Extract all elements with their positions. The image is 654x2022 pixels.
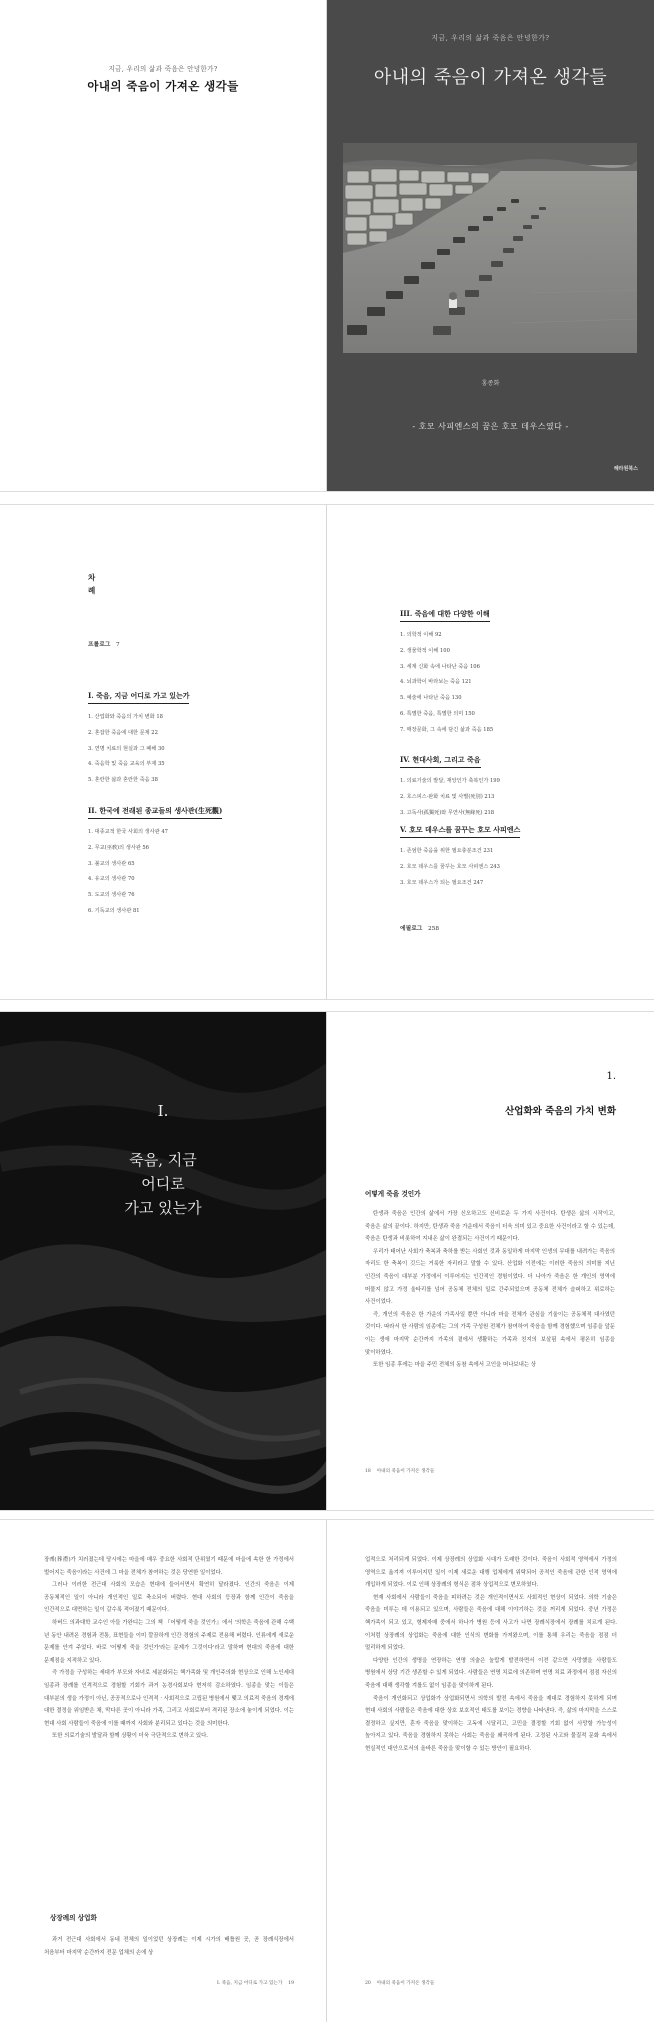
toc-prologue-page: 7 <box>115 642 120 648</box>
toc-part-1 <box>88 683 318 789</box>
cover-subtitle: 지금, 우리의 삶과 죽음은 안녕한가? <box>431 34 550 42</box>
body-right-page <box>327 1520 654 2022</box>
toc-chapter-item[interactable]: 6. 특별한 죽음, 특별한 의미 150 <box>400 710 475 717</box>
title-page <box>0 0 326 491</box>
book-cover <box>327 0 654 491</box>
toc-chapter-item[interactable]: 1. 산업화와 죽음의 가치 변화 18 <box>88 714 163 720</box>
toc-part-heading[interactable]: IV. 현대사회, 그리고 죽음 <box>400 755 481 768</box>
toc-epilogue[interactable] <box>400 923 439 932</box>
chapter-number: 1. <box>606 1071 616 1082</box>
toc-chapter-item[interactable]: 2. 호모 데우스를 꿈꾸는 호모 사피엔스 243 <box>400 863 500 870</box>
left-body-text <box>44 1554 294 1743</box>
toc-chapter-item[interactable]: 2. 호스피스·완화 치료 및 사별(死別) 213 <box>400 793 495 800</box>
body-paragraph: 과거 전근대 사회에서 동네 전체의 일이었던 상장례는 이제 시가의 배틀원 곳, 곧 장례식장에서 처음부터 마지막 순간까지 전문 업체의 손에 상 <box>44 1937 294 1956</box>
page-number: 19 <box>288 1981 294 1986</box>
title-page-subtitle: 지금, 우리의 삶과 죽음은 안녕한가? <box>108 65 218 73</box>
page-footer <box>217 1980 294 1986</box>
chapter-start-page <box>327 1012 654 1510</box>
running-title: I. 죽음, 지금 어디로 가고 있는가 <box>217 1981 283 1986</box>
section-title: 상장례의 상업화 <box>50 1914 97 1922</box>
toc-part-4 <box>400 747 640 821</box>
running-title: 아내의 죽음이 가져온 생각들 <box>376 1469 435 1474</box>
toc-part-5 <box>400 817 640 891</box>
part-numeral: I. <box>157 1102 169 1120</box>
toc-chapter-item[interactable]: 7. 매장문화, 그 속에 담긴 삶과 죽음 185 <box>400 726 494 733</box>
toc-chapter-item[interactable]: 6. 기독교의 생사관 81 <box>88 907 140 914</box>
part-title-line: 어디로 <box>141 1175 185 1193</box>
toc-chapter-item[interactable]: 1. 존엄한 죽음을 위한 필요충분조건 231 <box>400 848 494 854</box>
page-footer <box>365 1980 434 1986</box>
toc-chapter-item[interactable]: 3. 호모 데우스가 되는 필요조건 247 <box>400 879 484 886</box>
body-paragraph: 우리가 태어난 사회가 축복과 축하를 받는 사회인 것과 동일하게 마지막 인생의 무대를 내려가는 죽음의 자리도 한 축복이 깃드는 거룩한 자리라고 말할 수 있다. 산업화 이전에는 이러한 죽음의 의미를 지닌 인간의 죽음이 대부분 가정에서 이루어지는 인간적인 경험이었다. 더 나아가 죽음은 한 개인의 영역에 머물지 않고 가정 울타리를 넘어 공동체 전체의 일로 간주되었으며 공동체 전체가 슬퍼하고 위로하는 사건이었다. <box>365 1248 615 1306</box>
toc-chapter-list <box>400 844 640 891</box>
toc-chapter-item[interactable]: 3. 고독사(孤獨死)와 무연사(無緣死) 218 <box>400 809 495 816</box>
dark-brushstroke-background <box>0 1012 326 1510</box>
part-title-line: 죽음, 지금 <box>129 1151 197 1169</box>
running-title: 아내의 죽음이 가져온 생각들 <box>376 1981 435 1986</box>
toc-part-3 <box>400 601 640 739</box>
part-title <box>0 1148 326 1220</box>
toc-chapter-item[interactable]: 3. 불교의 생사관 65 <box>88 860 135 867</box>
toc-prologue-label: 프롤로그 <box>88 642 111 648</box>
page-footer <box>365 1468 434 1474</box>
toc-chapter-list <box>400 628 640 739</box>
chapter-title: 산업화와 죽음의 가치 변화 <box>505 1106 616 1117</box>
body-paragraph: 다양한 인간의 생명을 연장하는 연명 의술은 놀랍게 발전하면서 이전 같으면 사망했을 사람들도 병원에서 상당 기간 생존할 수 있게 되었다. 사람들은 연명 치료에 의존하며 연명 치료 과정에서 점점 자신의 죽음에 대해 생각할 겨를도 없이 임종을 맞이하게 된다. <box>365 1657 617 1689</box>
part-title-line: 가고 있는가 <box>124 1199 202 1217</box>
body-paragraph: 또한 의료기술의 발달과 함께 상황이 더욱 극단적으로 변하고 있다. <box>52 1733 209 1740</box>
part-opener-page <box>0 1012 326 1510</box>
toc-chapter-item[interactable]: 5. 예술에 나타난 죽음 130 <box>400 695 462 702</box>
toc-part-heading[interactable]: III. 죽음에 대한 다양한 이해 <box>400 609 490 622</box>
cover-photo-cemetery <box>343 143 637 353</box>
toc-chapter-item[interactable]: 3. 연명 치료의 현실과 그 폐해 30 <box>88 745 165 752</box>
toc-chapter-item[interactable]: 2. 혼잡한 죽음에 대한 문제 22 <box>88 729 158 736</box>
chapter-body-text <box>365 1208 615 1372</box>
cover-title: 아내의 죽음이 가져온 생각들 <box>373 67 608 88</box>
toc-part-heading[interactable]: V. 호모 데우스를 꿈꾸는 호모 사피엔스 <box>400 825 520 838</box>
body-paragraph: 그러나 이러한 전근대 사회의 모습은 현대에 들어서면서 확연히 달라졌다. 인간의 죽음은 이제 공동체적인 일이 아니라 개인적인 일로 축소되어 버렸다. 현대 사회의 등장과 함께 인간이 죽음을 인간적으로 대면하는 일이 갈수록 적어졌기 때문이다. <box>44 1582 294 1614</box>
right-body-text <box>365 1554 617 1756</box>
publisher-logo: 해라원북스 <box>613 466 638 472</box>
toc-chapter-item[interactable]: 3. 세계 신화 속에 나타난 죽음 106 <box>400 663 480 670</box>
body-paragraph: 업적으로 처리되게 되었다. 이제 상장례의 상업화 시대가 도래한 것이다. 죽음이 사회적 영역에서 가정의 영역으로 옮겨져 이루어지던 일이 이제 새로운 대행 업체에게 위탁되어 공적인 죽음에 관한 인적 영역에 개입하게 되었다. 이로 인해 상장례의 형식은 점차 상업적으로 변모하였다. <box>365 1557 617 1589</box>
toc-prologue[interactable] <box>88 639 120 648</box>
toc-chapter-item[interactable]: 4. 유교의 생사관 70 <box>88 876 135 883</box>
toc-part-heading[interactable]: I. 죽음, 지금 어디로 가고 있는가 <box>88 691 189 704</box>
body-paragraph: 장례(葬禮)가 치러졌는데 당시에는 마을에 매우 중요한 사회적 단위였기 때문에 마을에 속한 한 가정에서 벌어지는 죽음이라는 사건에 그 마을 전체가 참여하는 것은 당연한 일이었다. <box>44 1557 294 1576</box>
cover-author: 홍종화 <box>481 380 500 387</box>
section-title: 어떻게 죽을 것인가 <box>365 1190 421 1198</box>
title-page-title: 아내의 죽음이 가져온 생각들 <box>87 79 239 93</box>
body-paragraph: 현재 사회에서 사람들이 죽음을 피하려는 것은 개인적이면서도 사회적인 현상이 되었다. 의학 기술은 죽음을 미루는 데 이용되고 있으며, 사람들은 죽음에 대해 이야기하는 것을 꺼리게 되었다. 중년 가정은 핵가족이 되고 있고, 형제자매 중에서 하나가 병원 등에 사고가 나면 장례식장에서 장례를 치르게 된다. 이처럼 상장례의 상업화는 죽음에 대한 인식의 변화를 가져왔으며, 이를 통해 우리는 죽음을 점점 더 멀리하게 되었다. <box>365 1594 617 1652</box>
toc-left-page <box>0 505 326 999</box>
toc-title-char-1: 차 <box>88 573 96 582</box>
toc-part-2 <box>88 798 318 920</box>
toc-part-heading[interactable]: II. 한국에 전래된 종교들의 생사관(生死觀) <box>88 806 222 819</box>
toc-chapter-list <box>400 774 640 821</box>
toc-chapter-list <box>88 710 318 789</box>
spread-title-cover <box>0 0 654 492</box>
spread-body-text <box>0 1519 654 2022</box>
body-paragraph: 즉, 개인의 죽음은 한 가운의 가족사일 뿐만 아니라 마을 전체가 관심을 기울이는 공동체적 대사였던 것이다. 따라서 한 사람의 임종에는 그의 가족 구성원 전체가 참여하여 죽음을 함께 경험했으며 임종을 앞둔 이는 생애 마지막 순간까지 가족의 곁에서 생활하는 가족과 친지의 보살핌 속에서 평온히 임종을 맞이하였다. <box>365 1311 615 1356</box>
toc-chapter-item[interactable]: 1. 의료기술의 발달, 재앙인가 축복인가 199 <box>400 778 500 784</box>
spread-table-of-contents <box>0 504 654 1000</box>
toc-title <box>88 571 95 597</box>
page-number: 18 <box>365 1469 371 1474</box>
cemetery-landscape-image <box>343 143 637 353</box>
toc-epilogue-label: 에필로그 <box>400 926 423 932</box>
body-left-page <box>0 1520 326 2022</box>
toc-title-char-2: 례 <box>88 586 96 595</box>
body-paragraph: 죽음이 개인화되고 상업화가 상업화되면서 의학의 발전 속에서 죽음을 제대로 경험하지 못하게 되며 현대 사회의 사람들은 죽음에 대한 상호 보호적인 태도를 보이는 경향을 나타낸다. 즉, 삶의 마지막을 스스로 결정하고 싶지만, 혼자 죽음을 맞이하는 고독에 시달리고, 고민을 결정할 기회 없이 사망할 가능성이 높아지고 있다. 죽음을 경험하지 못하는 사회는 죽음을 왜곡하게 된다. 고정된 사고와 물질적 문화 속에서 현실적인 대안으로서의 올바른 죽음을 맞이할 수 있는 방안이 필요하다. <box>365 1695 617 1752</box>
body-paragraph: 즉 가정을 구성하는 세대가 부모와 자녀로 세분화되는 핵가족화 및 개인주의화 현상으로 인해 노인세대 임종과 장례를 인격적으로 경험할 기회가 과거 농경사회보다 현저히 감소하였다. 임종을 맞는 이들은 대부분의 생을 가정이 아닌, 공공적으로나 인격적 · 사회적으로 고립된 병원에서 맺고 의료적 죽음의 경계에 대한 결정을 위임받은 채, 막다른 곳이 아니라 가족, 그리고 사회로부터 격리된 장소에 놓이게 되었다. 이는 현대 사회 사람들이 죽음에 이를 때까지 사회와 분리되고 있다는 것을 의미한다. <box>44 1670 294 1727</box>
toc-chapter-item[interactable]: 2. 생물학적 이해 100 <box>400 647 450 654</box>
cover-tagline: - 호모 사피엔스의 꿈은 호모 데우스였다 - <box>412 422 569 431</box>
toc-chapter-list <box>88 825 318 920</box>
toc-chapter-item[interactable]: 5. 혼란한 삶과 혼란한 죽음 38 <box>88 777 158 784</box>
body-paragraph: 탄생과 죽음은 인간의 삶에서 가장 신오하고도 신비로운 두 가지 사건이다. 탄생은 삶의 시작이고, 죽음은 삶의 끝이다. 하지만, 탄생과 죽음 가운데서 죽음이 더욱 의미 있고 중요한 사건이라고 할 수 있는데, 죽음은 탄생과 비롯하여 지내온 삶이 완결되는 사건이기 때문이다. <box>365 1211 615 1243</box>
toc-chapter-item[interactable]: 4. 죽음학 및 죽음 교육의 부재 35 <box>88 761 165 768</box>
toc-chapter-item[interactable]: 1. 의학적 이해 92 <box>400 632 442 638</box>
toc-chapter-item[interactable]: 5. 도교의 생사관 76 <box>88 892 135 899</box>
spread-part-one-opener <box>0 1011 654 1511</box>
body-paragraph: 또한 임종 후에는 마을 주민 전체의 동참 속에서 고인을 떠나보내는 상 <box>373 1362 536 1369</box>
toc-chapter-item[interactable]: 4. 뇌과학이 바라보는 죽음 121 <box>400 679 472 686</box>
left-body-tail <box>44 1934 294 1959</box>
toc-epilogue-page: 258 <box>427 926 440 932</box>
toc-chapter-item[interactable]: 2. 무교(巫敎)의 생사관 56 <box>88 844 149 851</box>
body-paragraph: 하버드 의과대학 교수인 아들 가완디는 그의 책 『어떻게 죽을 것인가』에서 '의학은 죽음에 관해 수백 년 동안 내려온 경험과 전통, 표현들을 이미 깔끔하게 인간 경험의 주제로 전용해 버렸다. 인류에게 새로운 문제를 안겨 주었다. 바로 '어떻게 죽을 것인가'라는 문제가 그것이다'라고 말하며 현대의 죽음에 대한 문제점을 지적하고 있다. <box>44 1619 294 1664</box>
toc-chapter-item[interactable]: 1. 대종교적 한국 사회의 생사관 47 <box>88 829 168 835</box>
toc-right-page <box>327 505 654 999</box>
page-number: 20 <box>365 1981 371 1986</box>
